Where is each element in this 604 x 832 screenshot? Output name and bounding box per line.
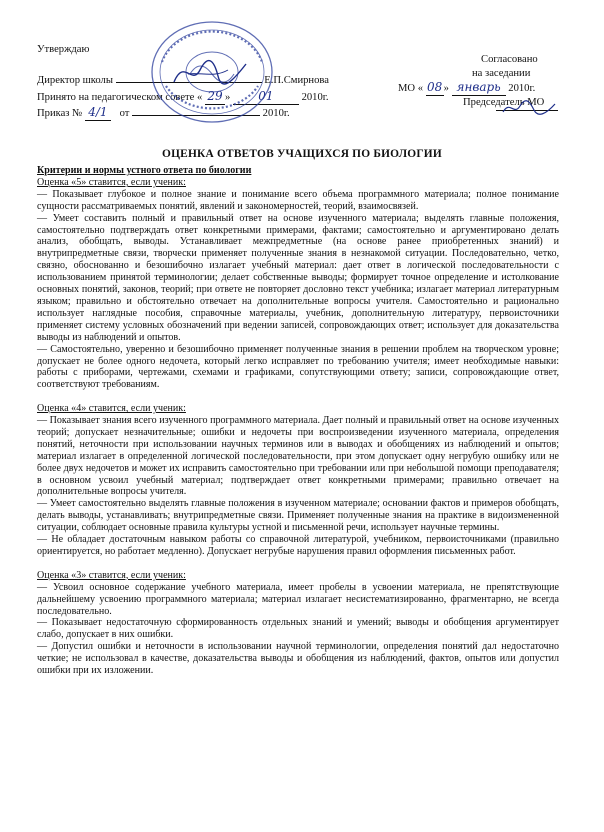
mo-day: 08 [427, 80, 443, 94]
council-month: 01 [233, 89, 299, 105]
grade4-item: — Не обладает достаточным навыком работы со справочной литературой, учебником, первоисточниками (правильно ориентируется, но работает медленно). Допускает негрубые нарушения правил оформления письменных работ. [37, 534, 559, 557]
page-title: ОЦЕНКА ОТВЕТОВ УЧАЩИХСЯ ПО БИОЛОГИИ [162, 148, 442, 160]
grade3-item: — Показывает недостаточную сформированность отдельных знаний и умений; выводы и обобщения аргументирует слабо, допускает в них ошибки. [37, 617, 559, 641]
order-from: от [119, 108, 130, 119]
round-seal-icon [146, 16, 278, 128]
grade5-heading: Оценка «5» ставится, если ученик: [37, 176, 186, 188]
document-body [37, 165, 559, 677]
council-label: Принято на педагогическом совете « [37, 92, 203, 103]
at-meeting-label: на заседании [472, 68, 531, 79]
director-label: Директор школы [37, 75, 113, 86]
approve-label: Утверждаю [37, 44, 90, 55]
director-name: Е.П.Смирнова [264, 75, 329, 86]
grade4-item: — Умеет самостоятельно выделять главные положения в изученном материале; основании фактов и примеров обобщать, делать выводы, устанавливать; внутрипредметные связи. Применяет полученные знания на практике в видоизмененной ситуации, соблюдает основные правила культуры устной и письменной речи, использует научные термины. [37, 498, 559, 534]
mo-year: 2010г. [508, 83, 536, 94]
grade3-item: — Усвоил основное содержание учебного материала, имеет пробелы в усвоении материала, не препятствующие дальнейшему усвоению программного материала; материал излагает несистематизированно, фрагментарно, не всегда последовательно. [37, 581, 559, 617]
council-day: 29 [205, 89, 225, 105]
criteria-heading: Критерии и нормы устного ответа по биологии [37, 165, 252, 176]
grade5-item: — Самостоятельно, уверенно и безошибочно применяет полученные знания в решении проблем на творческом уровне; допускает не более одного недочета, который легко исправляет по требованию учителя; имеет необходимые навыки: работы с приборами, чертежами, схемами и графиками, сопутствующими ответу; записи, сопровождающие ответ, соответствуют требованиям. [37, 343, 559, 391]
mo-line: МО « 08» январь 2010г. [398, 80, 536, 94]
spacer [37, 391, 559, 403]
mo-month: январь [452, 80, 506, 96]
grade4-item: — Показывает знания всего изученного программного материала. Дает полный и правильный ответ на основе изученных теорий; допускает незначительные; ошибки и недочеты при воспроизведении изученного материала, определения понятий, неточности при использовании научных терминов или в выводах и обобщениях из наблюдений и опытов; материал излагает в определенной логической последовательности, при этом допускает одну негрубую ошибку или не более двух недочетов и может их исправить самостоятельно при требовании или при небольшой помощи преподавателя; в основном усвоил учебный материал; подтверждает ответ конкретными примерами; правильно отвечает на дополнительные вопросы учителя. [37, 415, 559, 498]
spacer [37, 558, 559, 570]
mo-signature-line [496, 110, 558, 111]
order-label: Приказ № [37, 108, 83, 119]
grade3-heading: Оценка «3» ставится, если ученик: [37, 569, 186, 581]
mo-label: МО « [398, 83, 424, 94]
agreed-label: Согласовано [481, 54, 538, 65]
council-line: Принято на педагогическом совете « 29 » 01 2010г. [37, 89, 329, 103]
grade3-item: — Допустил ошибки и неточности в использовании научной терминологии, определения понятий дал недостаточно четкие; не использовал в качестве, доказательства выводы и обобщения из наблюдений, фактов, опытов или допустил ошибки при их изложении. [37, 641, 559, 677]
council-year: 2010г. [301, 92, 329, 103]
mo-chair-label: Председатель МО [463, 97, 545, 108]
grade5-item: — Умеет составить полный и правильный ответ на основе изученного материала; выделять главные положения, самостоятельно подтверждать ответ конкретными примерами, фактами; самостоятельно и аргументировано делать анализ, обобщать, выводы. Устанавливает межпредметные (на основе ранее приобретенных знаний) и внутрипредметные связи, творчески применяет полученные знания в незнакомой ситуации. Последовательно, четко, связно, обоснованно и безошибочно излагает учебный материал: дает ответ в логической последовательности с использованием принятой терминологии; делает собственные выводы; формирует точное определение и истолкование основных понятий, законов, теорий; при ответе не повторяет дословно текст учебника; излагает материал литературным языком; правильно и обстоятельно отвечает на дополнительные вопросы учителя. Самостоятельно и рационально использует наглядные пособия, справочные материалы, учебник, дополнительную литературу, первоисточники применяет систему условных обозначений при ведении записей, сопровождающих ответ; использует для доказательства выводы из наблюдений и опытов. [37, 212, 559, 343]
order-year: 2010г. [262, 108, 290, 119]
order-number: 4/1 [85, 105, 111, 121]
grade5-item: — Показывает глубокое и полное знание и понимание всего объема программного материала; полное понимание сущности рассматриваемых понятий, явлений и закономерностей, теорий, взаимосвязей. [37, 188, 559, 212]
grade4-heading: Оценка «4» ставится, если ученик: [37, 403, 186, 415]
